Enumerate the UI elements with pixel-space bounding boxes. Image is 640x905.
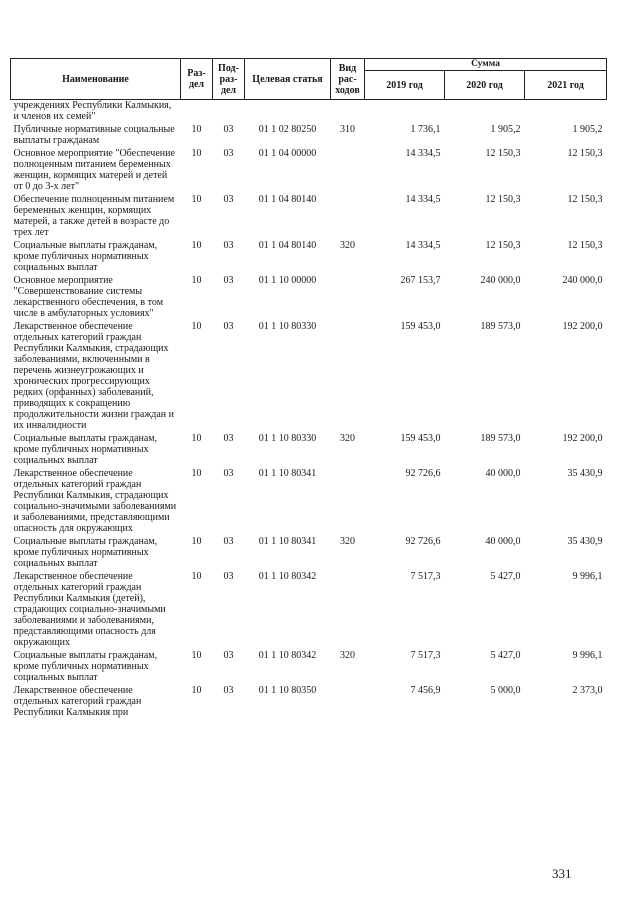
row-podrazdel: 03 <box>223 148 234 159</box>
row-podrazdel: 03 <box>223 536 234 547</box>
row-value-2020: 189 573,0 <box>480 321 521 332</box>
row-value-2020: 189 573,0 <box>480 433 521 444</box>
row-name: Публичные нормативные социальные выплаты гражданам <box>13 124 175 146</box>
table-row <box>11 100 607 125</box>
row-podrazdel <box>213 100 245 125</box>
row-vid <box>331 321 365 433</box>
row-vid <box>331 571 365 650</box>
row-razdel: 10 <box>191 194 202 205</box>
row-value-2019 <box>365 100 445 125</box>
row-name: Социальные выплаты гражданам, кроме публичных нормативных социальных выплат <box>13 650 158 683</box>
row-celevaya: 01 1 10 80341 <box>258 536 317 547</box>
row-value-2020: 240 000,0 <box>480 275 521 286</box>
header-year-2019: 2019 год <box>365 71 445 100</box>
row-razdel: 10 <box>191 536 202 547</box>
row-razdel: 10 <box>191 321 202 332</box>
row-name: Лекарственное обеспечение отдельных категорий граждан Республики Калмыкия (детей), страдающих социально-значимыми заболеваниями и заболеваниями, представляющими опасность для окружающих <box>13 571 166 648</box>
row-value-2021: 2 373,0 <box>572 685 603 696</box>
row-name: Лекарственное обеспечение отдельных категорий граждан Республики Калмыкия, страдающих социально-значимыми заболеваниями и заболеваниями, представляющими опасность для окружающих <box>13 468 177 534</box>
table-row <box>11 275 607 321</box>
row-podrazdel: 03 <box>223 571 234 582</box>
row-name: учреждениях Республики Калмыкия, и членов их семей" <box>13 100 172 122</box>
row-razdel: 10 <box>191 433 202 444</box>
row-value-2021: 1 905,2 <box>572 124 603 135</box>
row-name: Основное мероприятие "Обеспечение полноценным питанием беременных женщин, кормящих матерей и детей от 0 до 3-х лет" <box>13 148 175 192</box>
table-header <box>11 59 607 100</box>
header-year-2021: 2021 год <box>525 71 607 100</box>
row-value-2020: 12 150,3 <box>485 240 521 251</box>
row-value-2021: 9 996,1 <box>572 571 603 582</box>
row-vid <box>331 100 365 125</box>
row-value-2020: 5 427,0 <box>490 571 521 582</box>
row-vid <box>331 194 365 240</box>
row-value-2021 <box>525 100 607 125</box>
row-podrazdel: 03 <box>223 468 234 479</box>
row-vid: 320 <box>340 536 355 547</box>
header-razdel: Раз-дел <box>181 59 213 100</box>
table-row <box>11 468 607 536</box>
row-value-2020: 5 000,0 <box>490 685 521 696</box>
row-value-2021: 240 000,0 <box>562 275 603 286</box>
row-value-2020: 5 427,0 <box>490 650 521 661</box>
row-value-2020 <box>445 100 525 125</box>
row-value-2019: 7 517,3 <box>410 650 441 661</box>
row-celevaya: 01 1 10 80330 <box>258 321 317 332</box>
budget-table <box>10 58 607 720</box>
row-vid <box>331 148 365 194</box>
row-podrazdel: 03 <box>223 275 234 286</box>
row-celevaya <box>245 100 331 125</box>
row-value-2020: 12 150,3 <box>485 194 521 205</box>
header-celevaya: Целевая статья <box>245 59 331 100</box>
table-row <box>11 148 607 194</box>
row-name: Основное мероприятие "Совершенствование системы лекарственного обеспечения, в том числе в амбулаторных условиях" <box>13 275 164 319</box>
row-vid: 310 <box>340 124 355 135</box>
row-value-2019: 7 517,3 <box>410 571 441 582</box>
row-celevaya: 01 1 10 80350 <box>258 685 317 696</box>
table-row <box>11 650 607 685</box>
table-row <box>11 194 607 240</box>
row-celevaya: 01 1 04 00000 <box>258 148 317 159</box>
row-name: Обеспечение полноценным питанием беременных женщин, кормящих матерей, а также детей в возрасте до трех лет <box>13 194 175 238</box>
row-value-2019: 92 726,6 <box>405 536 441 547</box>
table-row <box>11 240 607 275</box>
row-celevaya: 01 1 10 80330 <box>258 433 317 444</box>
row-razdel: 10 <box>191 240 202 251</box>
header-vid: Вид рас-ходов <box>331 59 365 100</box>
row-vid: 320 <box>340 240 355 251</box>
header-podrazdel: Под-раз-дел <box>213 59 245 100</box>
row-celevaya: 01 1 10 80342 <box>258 650 317 661</box>
row-value-2021: 192 200,0 <box>562 433 603 444</box>
row-value-2019: 1 736,1 <box>410 124 441 135</box>
row-celevaya: 01 1 10 80341 <box>258 468 317 479</box>
row-value-2020: 1 905,2 <box>490 124 521 135</box>
table-row <box>11 321 607 433</box>
row-vid: 320 <box>340 650 355 661</box>
row-podrazdel: 03 <box>223 124 234 135</box>
row-value-2021: 12 150,3 <box>567 240 603 251</box>
row-podrazdel: 03 <box>223 240 234 251</box>
table-row <box>11 536 607 571</box>
table-body <box>11 100 607 721</box>
row-podrazdel: 03 <box>223 433 234 444</box>
row-name: Лекарственное обеспечение отдельных категорий граждан Республики Калмыкия при <box>13 685 142 718</box>
row-value-2021: 192 200,0 <box>562 321 603 332</box>
row-value-2021: 12 150,3 <box>567 194 603 205</box>
row-value-2020: 12 150,3 <box>485 148 521 159</box>
row-podrazdel: 03 <box>223 650 234 661</box>
row-razdel: 10 <box>191 148 202 159</box>
row-value-2019: 7 456,9 <box>410 685 441 696</box>
row-razdel: 10 <box>191 650 202 661</box>
row-razdel: 10 <box>191 685 202 696</box>
header-name: Наименование <box>11 59 181 100</box>
table-row <box>11 433 607 468</box>
row-value-2021: 35 430,9 <box>567 468 603 479</box>
row-value-2019: 267 153,7 <box>400 275 441 286</box>
table-row <box>11 124 607 148</box>
row-value-2020: 40 000,0 <box>485 536 521 547</box>
row-razdel <box>181 100 213 125</box>
row-razdel: 10 <box>191 124 202 135</box>
row-value-2019: 159 453,0 <box>400 433 441 444</box>
row-value-2019: 159 453,0 <box>400 321 441 332</box>
row-name: Социальные выплаты гражданам, кроме публичных нормативных социальных выплат <box>13 536 158 569</box>
row-value-2021: 35 430,9 <box>567 536 603 547</box>
row-celevaya: 01 1 04 80140 <box>258 194 317 205</box>
row-podrazdel: 03 <box>223 685 234 696</box>
row-value-2019: 14 334,5 <box>405 194 441 205</box>
row-razdel: 10 <box>191 468 202 479</box>
row-celevaya: 01 1 04 80140 <box>258 240 317 251</box>
row-celevaya: 01 1 02 80250 <box>258 124 317 135</box>
row-vid: 320 <box>340 433 355 444</box>
header-year-2020: 2020 год <box>445 71 525 100</box>
row-value-2019: 92 726,6 <box>405 468 441 479</box>
row-value-2019: 14 334,5 <box>405 240 441 251</box>
row-name: Социальные выплаты гражданам, кроме публичных нормативных социальных выплат <box>13 240 158 273</box>
row-name: Лекарственное обеспечение отдельных категорий граждан Республики Калмыкия, страдающих заболеваниями, включенными в перечень жизнеугрожающих и хронических прогрессирующих редких (орфанных) заболеваний, приводящих к сокращению продолжительности жизни граждан и их инвалидности <box>13 321 174 431</box>
page-number: 331 <box>552 866 572 881</box>
row-razdel: 10 <box>191 275 202 286</box>
row-name: Социальные выплаты гражданам, кроме публичных нормативных социальных выплат <box>13 433 158 466</box>
row-celevaya: 01 1 10 00000 <box>258 275 317 286</box>
table-row <box>11 685 607 720</box>
header-summa: Сумма <box>365 59 607 71</box>
row-podrazdel: 03 <box>223 321 234 332</box>
row-razdel: 10 <box>191 571 202 582</box>
row-value-2020: 40 000,0 <box>485 468 521 479</box>
row-vid <box>331 275 365 321</box>
row-vid <box>331 685 365 720</box>
row-value-2021: 12 150,3 <box>567 148 603 159</box>
row-vid <box>331 468 365 536</box>
row-podrazdel: 03 <box>223 194 234 205</box>
row-celevaya: 01 1 10 80342 <box>258 571 317 582</box>
row-value-2019: 14 334,5 <box>405 148 441 159</box>
table-row <box>11 571 607 650</box>
row-value-2021: 9 996,1 <box>572 650 603 661</box>
